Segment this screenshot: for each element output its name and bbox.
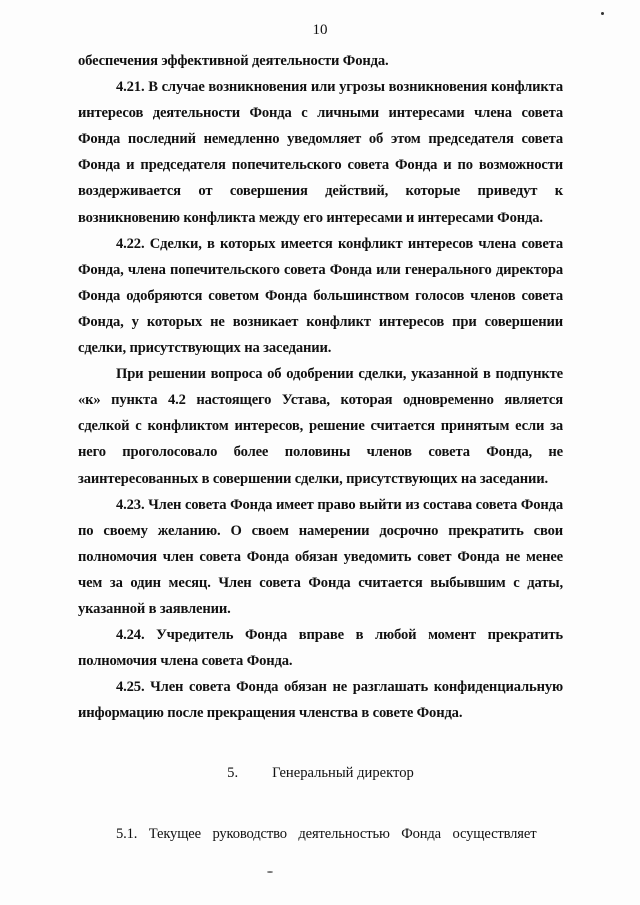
section-heading bbox=[78, 760, 563, 786]
section-number: 5. bbox=[227, 765, 239, 782]
document-body bbox=[78, 48, 563, 847]
paragraph-continuation: обеспечения эффективной деятельности Фонда. bbox=[78, 53, 389, 69]
paragraph-4-23: 4.23. Член совета Фонда имеет право выйти из состава совета Фонда по своему желанию. О своем намерении досрочно прекратить свои полномочия член совета Фонда обязан уведомить совет Фонда не менее чем за один месяц. Член совета Фонда считается выбывшим с даты, указанной в заявлении. bbox=[78, 496, 563, 617]
scan-speck bbox=[601, 12, 604, 15]
scan-speck bbox=[267, 871, 273, 873]
paragraph-4-25: 4.25. Член совета Фонда обязан не разглашать конфиденциальную информацию после прекращения членства в совете Фонда. bbox=[78, 679, 563, 722]
paragraph-4-24: 4.24. Учредитель Фонда вправе в любой момент прекратить полномочия члена совета Фонда. bbox=[78, 627, 563, 670]
section-title: Генеральный директор bbox=[272, 765, 414, 782]
paragraph-5-1: 5.1. Текущее руководство деятельностью Фонда осуществляет bbox=[116, 825, 537, 842]
paragraph-4-22: 4.22. Сделки, в которых имеется конфликт интересов члена совета Фонда, члена попечительского совета Фонда или генерального директора Фонда одобряются советом Фонда большинством голосов членов совета Фонда, у которых не возникает конфликт интересов при совершении сделки, присутствующих на заседании. bbox=[78, 235, 563, 357]
paragraph-4-21: 4.21. В случае возникновения или угрозы возникновения конфликта интересов деятельности Фонда с личными интересами члена совета Фонда последний немедленно уведомляет об этом председателя совета Фонда и председателя попечительского совета Фонда и по возможности воздерживается от совершения действий, которые приведут к возникновению конфликта между его интересами и интересами Фонда. bbox=[78, 79, 563, 226]
page-number: 10 bbox=[312, 22, 328, 38]
paragraph-4-22-approval: При решении вопроса об одобрении сделки, указанной в подпункте «к» пункта 4.2 настоящего Устава, которая одновременно является сделкой с конфликтом интересов, решение считается принятым если за него проголосовало более половины членов совета Фонда, не заинтересованных в совершении сделки, присутствующих на заседании. bbox=[78, 366, 563, 487]
